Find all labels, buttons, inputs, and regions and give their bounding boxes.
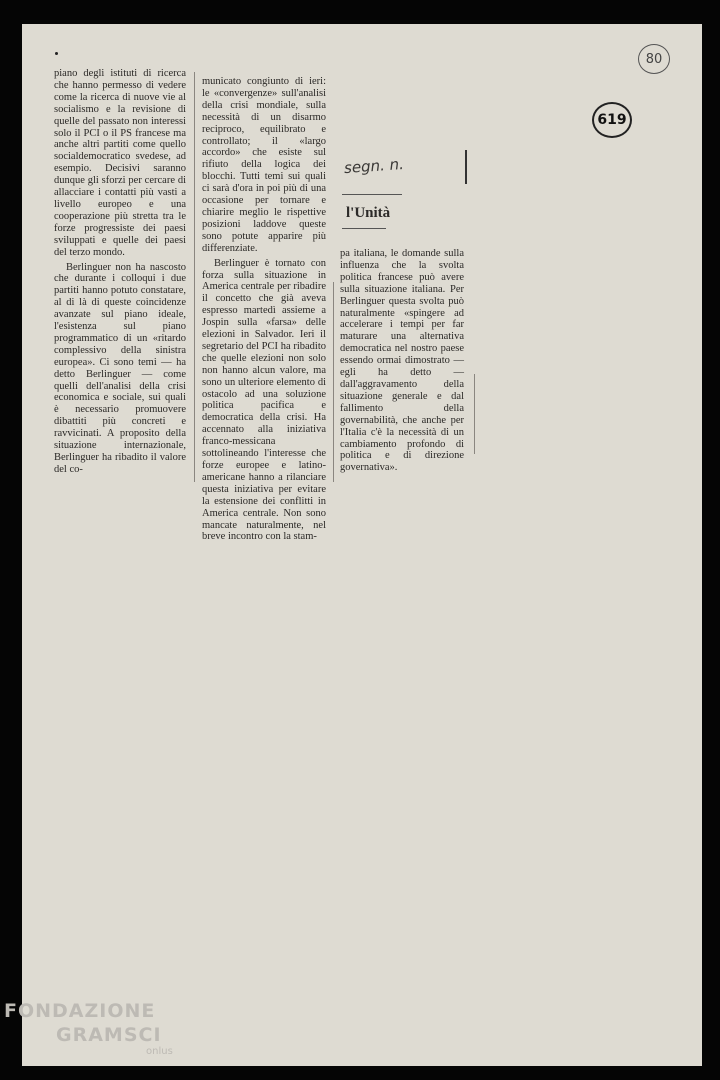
article-column-3	[340, 248, 464, 474]
page-number-stamp	[638, 44, 670, 74]
archive-number-stamp	[592, 102, 632, 138]
ink-dot	[55, 52, 58, 55]
article-paragraph: pa italiana, le domande sulla influenza che la svolta politica francese può avere sulla situazione italiana. Per Berlinguer questa svolta può naturalmente «spingere ad accelerare i tempi per far maturare una alternativa democratica nel nostro paese essendo ormai dimostrato — egli ha detto — dall'aggravamento della situazione generale e dal fallimento della governabilità, che anche per l'Italia c'è la necessità di un cambiamento profondo di politica e di direzione governativa».	[340, 248, 464, 474]
fondazione-gramsci-logo	[4, 1000, 173, 1057]
archive-number: 619	[597, 112, 627, 128]
column-divider	[194, 72, 195, 482]
masthead-rule	[342, 228, 386, 229]
annotation-mark	[465, 150, 467, 184]
logo-line-2: GRAMSCI	[56, 1024, 162, 1046]
article-column-1	[54, 68, 186, 476]
logo-line-3: onlus	[146, 1046, 173, 1057]
logo-line-1: FONDAZIONE	[4, 1000, 156, 1022]
article-paragraph: municato congiunto di ieri: le «convergenze» sull'analisi della crisi mondiale, sulla necessità di un disarmo reciproco, equilibrato e controllato; il «largo accordo» che esiste sul rifiuto della logica dei blocchi. Tutti temi sui quali ci sarà d'ora in poi più di una occasione per tornare e chiarire meglio le rispettive posizioni laddove queste sono potute apparire più differenziate.	[202, 76, 326, 254]
article-paragraph: piano degli istituti di ricerca che hanno permesso di vedere come la ricerca di nuove vie al socialismo e la revisione di quelle del passato non interessi solo il PCI o il PS francese ma anche altri partiti come quello socialdemocratico svedese, ad esempio. Decisivi saranno dunque gli sforzi per cercare di allacciare i contatti più vasti a livello europeo e una cooperazione più stretta tra le forze progressiste dei paesi sviluppati e quelle dei paesi del terzo mondo.	[54, 68, 186, 258]
newspaper-masthead: l'Unità	[346, 205, 391, 221]
handwritten-annotation: segn. n.	[343, 154, 405, 178]
article-paragraph: Berlinguer è tornato con forza sulla situazione in America centrale per ribadire il concetto che già aveva espresso martedì assieme a Jospin sulla «farsa» delle elezioni in Salvador. Ieri il segretario del PCI ha ribadito che quelle elezioni non solo non hanno alcun valore, ma sono un ulteriore elemento di ostacolo ad una soluzione politica pacifica e democratica della crisi. Ha accennato alla iniziativa franco-messicana sottolineando l'interesse che forze europee e latino-americane hanno a rilanciare questa iniziativa per evitare la estensione dei conflitti in America centrale. Non sono mancate naturalmente, nel breve incontro con la stam-	[202, 257, 326, 543]
clipping-edge	[474, 374, 475, 454]
page-number: 80	[645, 51, 663, 67]
article-paragraph: Berlinguer non ha nascosto che durante i colloqui i due partiti hanno potuto constatare, al di là di queste coincidenze avanzate sul piano ideale, l'esistenza sul piano programmatico di un «ritardo complessivo della sinistra europea». Ci sono temi — ha detto Berlinguer — come quelli dell'analisi della crisi economica e sociale, sui quali è necessario promuovere dibattiti più concreti e ravvicinati. A proposito della situazione internazionale, Berlinguer ha ribadito il valore del co-	[54, 261, 186, 475]
document-page	[22, 24, 702, 1066]
article-column-2	[202, 76, 326, 543]
masthead-rule	[342, 194, 402, 195]
column-divider	[333, 282, 334, 482]
